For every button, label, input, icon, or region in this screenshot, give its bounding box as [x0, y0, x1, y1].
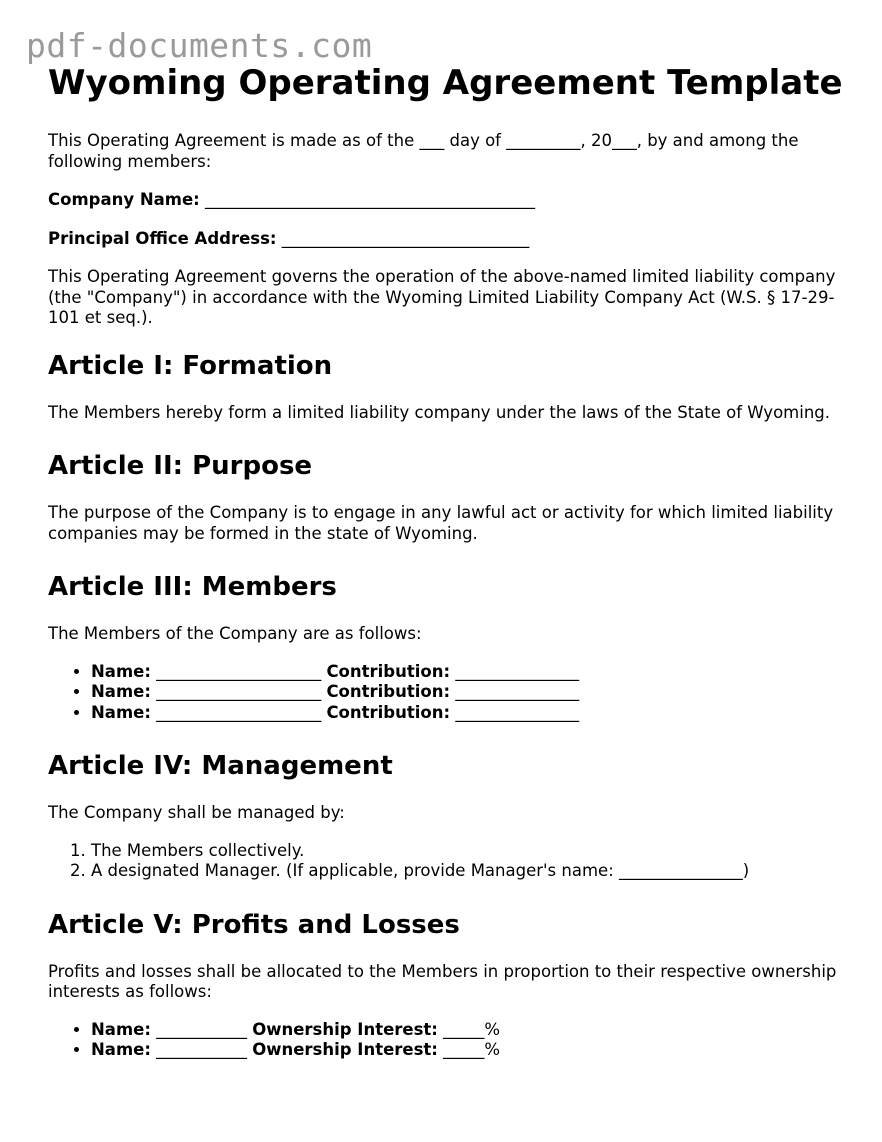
watermark: pdf-documents.com	[26, 26, 373, 65]
management-option: 1. The Members collectively.	[91, 841, 848, 862]
management-options-list	[48, 841, 848, 882]
principal-office-field	[48, 229, 848, 250]
member-item: • Name: ____________________ Contribution: _______________	[91, 682, 848, 703]
article-5-text: Profits and losses shall be allocated to the Members in proportion to their respective ownership interests as follows:	[48, 961, 837, 1001]
article-3-heading: Article III: Members	[48, 572, 337, 602]
principal-office-label: Principal Office Address:	[48, 228, 277, 248]
article-2-text: The purpose of the Company is to engage in any lawful act or activity for which limited liability companies may be formed in the state of Wyoming.	[48, 503, 834, 543]
company-name-label: Company Name:	[48, 190, 200, 209]
member-item: • Name: ____________________ Contribution: _______________	[91, 662, 848, 683]
article-3-text: The Members of the Company are as follows:	[48, 624, 422, 643]
company-name-field	[48, 190, 848, 211]
management-option: 2. A designated Manager. (If applicable, provide Manager's name: _______________)	[91, 861, 848, 882]
article-4-heading: Article IV: Management	[48, 751, 393, 781]
company-name-blank: ________________________________________	[205, 190, 536, 209]
principal-office-blank: ______________________________	[281, 228, 530, 248]
members-list	[48, 662, 848, 724]
article-1-heading: Article I: Formation	[48, 350, 333, 381]
owner-item: • Name: ___________ Ownership Interest: _____%	[91, 1040, 848, 1061]
article-5-heading: Article V: Profits and Losses	[48, 909, 460, 940]
document-page	[48, 62, 848, 1061]
member-item: • Name: ____________________ Contribution: _______________	[91, 703, 848, 724]
owners-list	[48, 1020, 848, 1061]
article-2-heading: Article II: Purpose	[48, 451, 313, 481]
article-1-text: The Members hereby form a limited liability company under the laws of the State of Wyoming.	[48, 402, 831, 422]
document-title: Wyoming Operating Agreement Template	[48, 63, 843, 103]
owner-item: • Name: ___________ Ownership Interest: _____%	[91, 1020, 848, 1041]
governs-paragraph: This Operating Agreement governs the operation of the above-named limited liability company (the "Company") in accordance with the Wyoming Limited Liability Company Act (W.S. § 17-29-101 et seq.).	[48, 267, 836, 327]
intro-paragraph: This Operating Agreement is made as of the ___ day of _________, 20___, by and among the following members:	[48, 131, 799, 171]
article-4-text: The Company shall be managed by:	[48, 803, 345, 822]
